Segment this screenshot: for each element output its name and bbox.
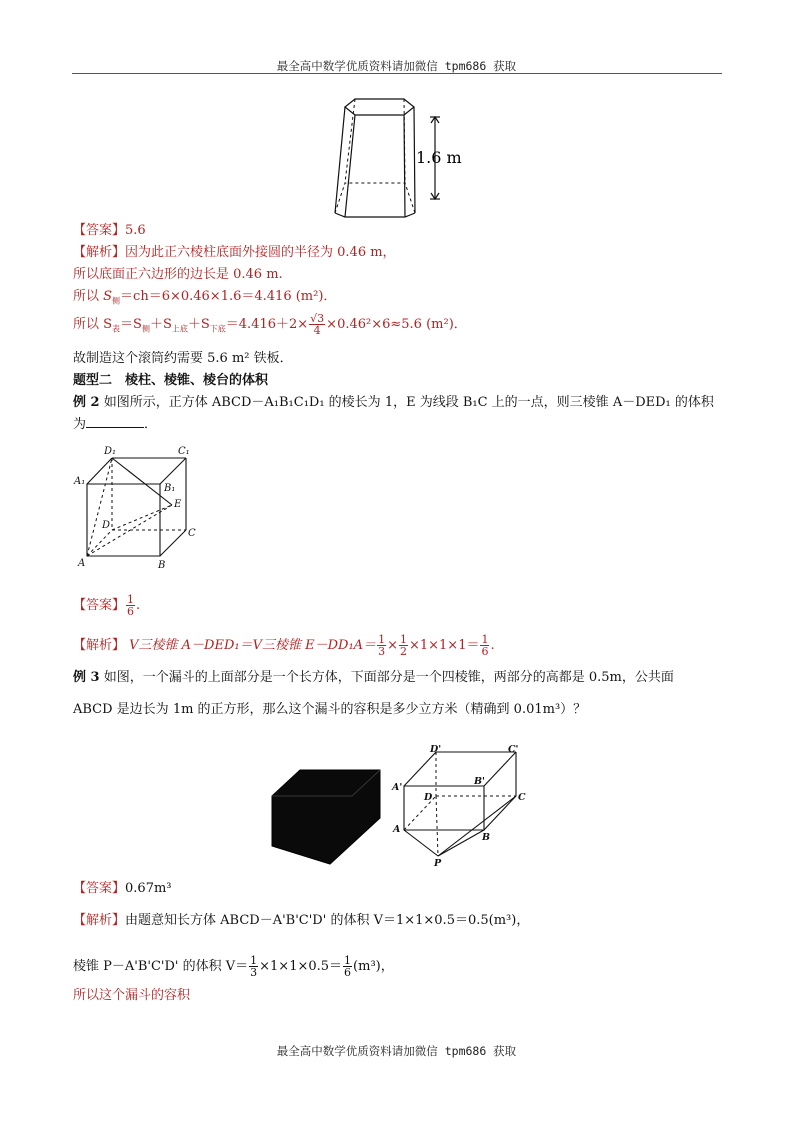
ex3-answer-line: [73, 880, 172, 898]
svg-text:B': B': [474, 776, 485, 787]
answer-tag: 【答案】: [73, 223, 126, 238]
ex3-analysis-line3: 所以这个漏斗的容积: [73, 988, 191, 1003]
analysis-tag: 【解析】: [73, 245, 126, 260]
ex2-question-line1: 例 2 如图所示，正方体 ABCD－A₁B₁C₁D₁ 的棱长为 1，E 为线段 B₁C 上的一点，则三棱锥 A－DED₁ 的体积: [73, 395, 714, 410]
svg-text:E: E: [174, 499, 182, 510]
ex3-question-line2: ABCD 是边长为 1m 的正方形，那么这个漏斗的容积是多少立方米（精确到 0.01m³）？: [73, 702, 587, 717]
wireframe-funnel-figure: [390, 744, 550, 870]
ex3-analysis-line1: 【解析】由题意知长方体 ABCD－A'B'C'D' 的体积 V＝1×1×0.5＝0.5(m³)，: [73, 913, 530, 928]
svg-text:A': A': [392, 782, 403, 793]
svg-text:C': C': [508, 744, 519, 755]
ex1-answer-line: [73, 222, 146, 240]
section-title: 题型二 棱柱、棱锥、棱台的体积: [73, 373, 269, 388]
ex2-analysis-line: 【解析】 V三棱锥 A－DED₁＝V三棱锥 E－DD₁A＝ $\frac{1}{3}$ × $\frac{1}{2}$ ×1×1×1＝ $\frac{1}{6}$ .: [73, 633, 495, 658]
svg-text:A: A: [78, 558, 86, 569]
answer-value: 5.6: [125, 223, 146, 238]
answer-fraction: $\frac{1}{6}$: [127, 593, 135, 618]
svg-text:B: B: [158, 560, 166, 571]
ex1-analysis-line4: 所以 $S_表=S_侧+S_{上底}+S_{下底}=4.416+2\times$ $\frac{√3}{4}$ ×0.46²×6≈5.6 (m²)．: [73, 312, 467, 337]
page-footer: 最全高中数学优质资料请加微信 tpm686 获取: [276, 1044, 517, 1058]
hexagonal-prism-figure: [325, 95, 475, 223]
answer-tag: 【答案】: [73, 598, 126, 613]
ex1-conclusion: 故制造这个滚筒约需要 5.6 m² 铁板．: [73, 351, 293, 366]
svg-text:C: C: [188, 528, 196, 539]
ex3-analysis-line2: 棱锥 P－A'B'C'D' 的体积 V＝ $\frac{1}{3}$ ×1×1×0.5＝ $\frac{1}{6}$ (m³)，: [73, 954, 394, 979]
svg-text:B₁: B₁: [164, 483, 176, 494]
svg-text:D': D': [430, 744, 442, 755]
ex3-question-line1: 例 3 如图，一个漏斗的上面部分是一个长方体，下面部分是一个四棱锥，两部分的高都是 0.5m，公共面: [73, 670, 674, 685]
svg-text:C₁: C₁: [178, 446, 190, 457]
ex1-analysis-line3: 所以 $S_侧=ch=6\times 0.46\times 1.6=4.416$ (m²)．: [73, 289, 337, 306]
solid-funnel-figure: [270, 768, 385, 868]
cube-figure: [72, 444, 202, 570]
svg-text:D₁: D₁: [104, 446, 117, 457]
svg-text:A₁: A₁: [74, 476, 86, 487]
analysis-text: 因为此正六棱柱底面外接圆的半径为 0.46 m，: [125, 245, 396, 260]
header-rule: [72, 73, 722, 74]
ex1-analysis-line1: [73, 244, 396, 262]
example-label: 例 3: [73, 670, 100, 685]
svg-text:D: D: [102, 520, 111, 531]
svg-text:A: A: [393, 824, 401, 835]
answer-value: 0.67m³: [125, 881, 172, 896]
answer-blank: [86, 415, 144, 428]
ex1-analysis-line2: 所以底面正六边形的边长是 0.46 m.: [73, 267, 283, 282]
svg-text:D: D: [424, 792, 433, 803]
example-label: 例 2: [73, 395, 100, 410]
ex2-question-line2: 为 ．: [73, 417, 158, 432]
svg-text:C: C: [518, 792, 526, 803]
svg-text:B: B: [482, 832, 491, 843]
fraction: $\frac{√3}{4}$: [310, 312, 325, 337]
svg-text:P: P: [434, 858, 442, 869]
ex2-answer-line: 【答案】 $\frac{1}{6}$ .: [73, 593, 141, 618]
analysis-tag: 【解析】: [73, 638, 126, 653]
answer-tag: 【答案】: [73, 881, 126, 896]
height-label: 1.6 m: [416, 148, 462, 167]
analysis-tag: 【解析】: [73, 913, 126, 928]
page-header: 最全高中数学优质资料请加微信 tpm686 获取: [276, 59, 517, 73]
